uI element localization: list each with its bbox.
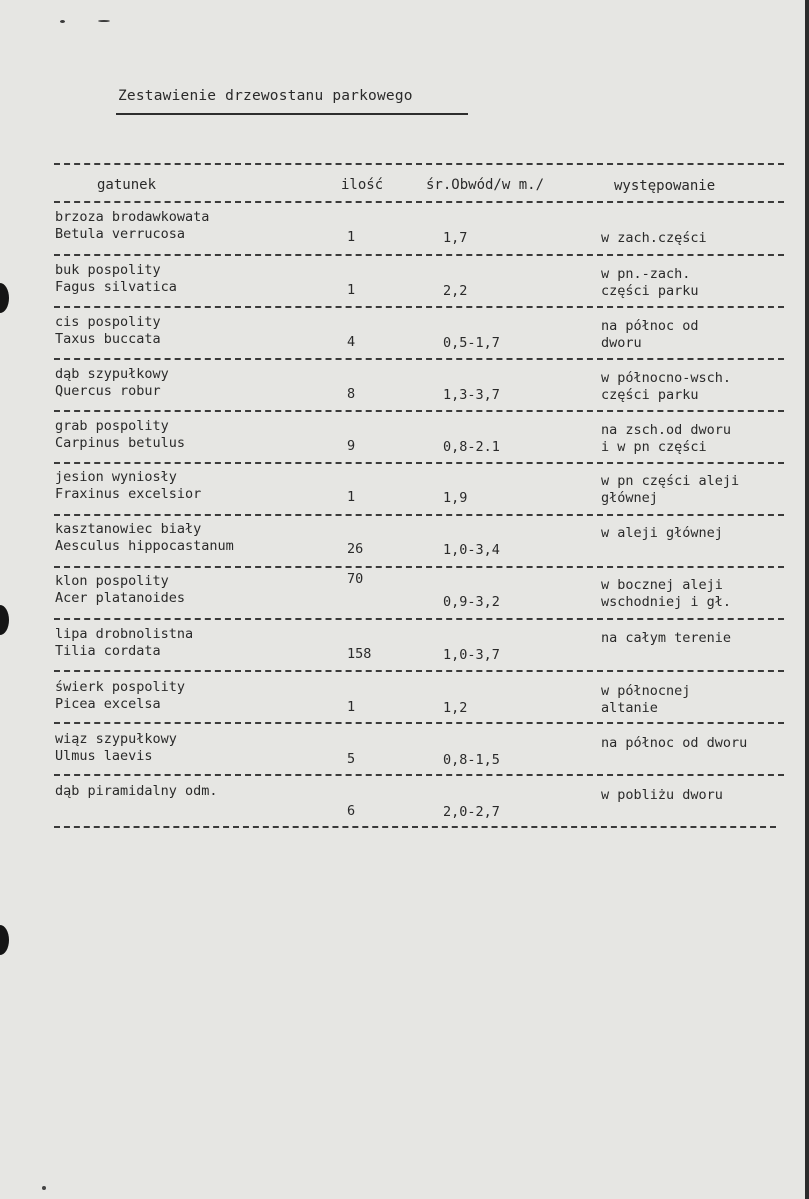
page-edge-shadow bbox=[805, 0, 809, 1199]
species-name-latin: Aesculus hippocastanum bbox=[55, 538, 234, 554]
occurrence-line-1: w pobliżu dworu bbox=[601, 787, 723, 803]
ink-speck bbox=[42, 1186, 46, 1190]
occurrence-line-2: altanie bbox=[601, 700, 658, 716]
mean-circumference: 1,7 bbox=[443, 230, 468, 246]
row-separator-dashed-line bbox=[54, 774, 784, 776]
occurrence-line-1: w pn.-zach. bbox=[601, 266, 691, 282]
header-occurrence: występowanie bbox=[614, 178, 716, 194]
mean-circumference: 0,8-2.1 bbox=[443, 439, 500, 455]
species-name-latin: Acer platanoides bbox=[55, 590, 186, 606]
species-name-polish: dąb piramidalny odm. bbox=[55, 783, 218, 799]
occurrence-line-2: dworu bbox=[601, 335, 642, 351]
tree-count: 26 bbox=[347, 541, 364, 557]
row-separator-dashed-line bbox=[54, 566, 784, 568]
species-name-polish: grab pospolity bbox=[55, 418, 169, 434]
occurrence-line-1: w bocznej aleji bbox=[601, 577, 723, 593]
tree-count: 158 bbox=[347, 646, 372, 662]
species-name-polish: brzoza brodawkowata bbox=[55, 209, 210, 225]
mean-circumference: 1,2 bbox=[443, 700, 468, 716]
tree-count: 5 bbox=[347, 751, 356, 767]
row-separator-dashed-line bbox=[54, 722, 784, 724]
species-name-polish: wiąz szypułkowy bbox=[55, 731, 177, 747]
species-name-polish: lipa drobnolistna bbox=[55, 626, 194, 642]
occurrence-line-2: głównej bbox=[601, 490, 658, 506]
occurrence-line-2: i w pn części bbox=[601, 439, 707, 455]
occurrence-line-2: części parku bbox=[601, 387, 699, 403]
species-name-latin: Carpinus betulus bbox=[55, 435, 186, 451]
mean-circumference: 1,9 bbox=[443, 490, 468, 506]
occurrence-line-1: na północ od dworu bbox=[601, 735, 748, 751]
species-name-latin: Fagus silvatica bbox=[55, 279, 177, 295]
ink-speck bbox=[98, 20, 110, 22]
row-separator-dashed-line bbox=[54, 254, 784, 256]
row-separator-dashed-line bbox=[54, 514, 784, 516]
tree-count: 1 bbox=[347, 229, 356, 245]
row-separator-dashed-line bbox=[54, 462, 784, 464]
mean-circumference: 0,5-1,7 bbox=[443, 335, 500, 351]
species-name-latin: Betula verrucosa bbox=[55, 226, 186, 242]
mean-circumference: 1,0-3,4 bbox=[443, 542, 500, 558]
species-name-latin: Ulmus laevis bbox=[55, 748, 153, 764]
ink-speck bbox=[60, 20, 65, 23]
occurrence-line-2: wschodniej i gł. bbox=[601, 594, 732, 610]
tree-count: 1 bbox=[347, 489, 356, 505]
row-separator-dashed-line bbox=[54, 201, 784, 203]
species-name-latin: Taxus buccata bbox=[55, 331, 161, 347]
punch-hole bbox=[0, 925, 9, 955]
header-species: gatunek bbox=[97, 177, 157, 193]
species-name-latin: Tilia cordata bbox=[55, 643, 161, 659]
species-name-polish: jesion wyniosły bbox=[55, 469, 177, 485]
tree-count: 1 bbox=[347, 699, 356, 715]
header-count: ilość bbox=[341, 177, 384, 193]
tree-count: 4 bbox=[347, 334, 356, 350]
tree-count: 8 bbox=[347, 386, 356, 402]
row-separator-dashed-line bbox=[54, 358, 784, 360]
species-name-polish: klon pospolity bbox=[55, 573, 169, 589]
document-title: Zestawienie drzewostanu parkowego bbox=[118, 88, 413, 104]
occurrence-line-1: w północno-wsch. bbox=[601, 370, 732, 386]
mean-circumference: 0,8-1,5 bbox=[443, 752, 500, 768]
species-name-polish: dąb szypułkowy bbox=[55, 366, 169, 382]
occurrence-line-1: w północnej bbox=[601, 683, 691, 699]
occurrence-line-1: w aleji głównej bbox=[601, 525, 723, 541]
species-name-latin: Picea excelsa bbox=[55, 696, 161, 712]
row-separator-dashed-line bbox=[54, 410, 784, 412]
row-separator-dashed-line bbox=[54, 618, 784, 620]
species-name-polish: kasztanowiec biały bbox=[55, 521, 202, 537]
header-circumference: śr.Obwód/w m./ bbox=[426, 177, 545, 193]
species-name-latin: Quercus robur bbox=[55, 383, 161, 399]
tree-count: 1 bbox=[347, 282, 356, 298]
tree-count: 70 bbox=[347, 571, 364, 587]
punch-hole bbox=[0, 605, 9, 635]
mean-circumference: 2,2 bbox=[443, 283, 468, 299]
row-separator-dashed-line bbox=[54, 670, 784, 672]
species-name-latin: Fraxinus excelsior bbox=[55, 486, 202, 502]
mean-circumference: 2,0-2,7 bbox=[443, 804, 500, 820]
occurrence-line-2: w zach.części bbox=[601, 230, 707, 246]
title-underline bbox=[116, 113, 468, 115]
occurrence-line-1: w pn części aleji bbox=[601, 473, 740, 489]
occurrence-line-2: części parku bbox=[601, 283, 699, 299]
mean-circumference: 0,9-3,2 bbox=[443, 594, 500, 610]
species-name-polish: buk pospolity bbox=[55, 262, 161, 278]
occurrence-line-1: na całym terenie bbox=[601, 630, 732, 646]
row-separator-dashed-line bbox=[54, 163, 784, 165]
row-separator-dashed-line bbox=[54, 306, 784, 308]
mean-circumference: 1,0-3,7 bbox=[443, 647, 500, 663]
species-name-polish: cis pospolity bbox=[55, 314, 161, 330]
row-separator-dashed-line bbox=[54, 826, 776, 828]
species-name-polish: świerk pospolity bbox=[55, 679, 186, 695]
occurrence-line-1: na północ od bbox=[601, 318, 699, 334]
tree-count: 6 bbox=[347, 803, 356, 819]
tree-count: 9 bbox=[347, 438, 356, 454]
mean-circumference: 1,3-3,7 bbox=[443, 387, 500, 403]
punch-hole bbox=[0, 283, 9, 313]
occurrence-line-1: na zsch.od dworu bbox=[601, 422, 732, 438]
